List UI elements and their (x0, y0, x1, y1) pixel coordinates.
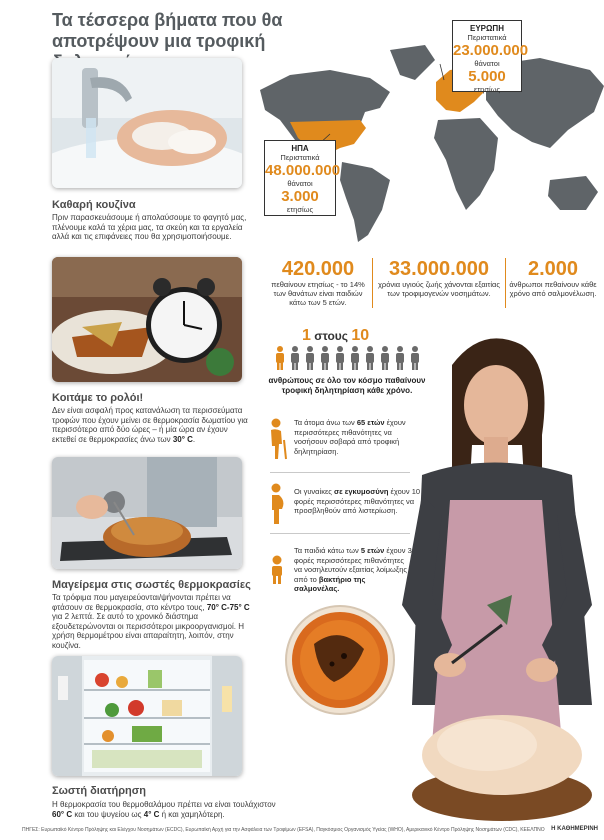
africa-landmass (434, 118, 498, 210)
stat-block (376, 258, 502, 298)
one-in-ten-heading (302, 327, 369, 345)
callout-unit: ετησίως (286, 205, 314, 214)
risk-text: Οι γυναίκες σε εγκυμοσύνη έχουν 10 φορές περισσότερες πιθανότητες να προσβληθούν από λιστερίωση. (294, 487, 421, 515)
person-icon (291, 346, 299, 370)
usa-callout (264, 140, 341, 216)
sources-footer: ΠΗΓΕΣ: Ευρωπαϊκό Κέντρο Πρόληψης και Ελέγχου Νοσημάτων (ECDC), Ευρωπαϊκή Αρχή για την Ασφάλεια των Τροφίμων (EFSA), Παγκόσμιος Οργανισμός Υγείας (WHO), Αμερικανικό Κέντρο Πρόληψης Νοσημάτων (CDC), ΚΕΕΛΠΝΟ (22, 827, 545, 833)
clock-photo (52, 257, 242, 382)
divider (270, 472, 410, 473)
divider (372, 258, 373, 308)
callout-deaths: 5.000 (468, 68, 506, 85)
one-in-ten-text: ανθρώπους σε όλο τον κόσμο παθαίνουν τροφική δηλητηρίαση κάθε χρόνο. (268, 376, 426, 395)
person-icon (396, 346, 404, 370)
stat-block (268, 258, 368, 307)
greenland-landmass (390, 45, 435, 80)
risk-text: Τα παιδιά κάτω των 5 ετών έχουν 3 φορές περισσότερες πιθανότητες να νοσηλευτούν εξαιτίας λοίμωξης από το βακτήριο της σαλμονέλας. (294, 546, 412, 593)
person-icon (381, 346, 389, 370)
divider (505, 258, 506, 308)
step-heading: Κοιτάμε το ρολόι! (52, 392, 144, 404)
one-in-ten-middle: στους (314, 329, 349, 343)
stat-number: 33.000.000 (388, 258, 490, 280)
europe-callout (452, 20, 529, 94)
divider (270, 533, 410, 534)
person-icon (321, 346, 329, 370)
person-icon (306, 346, 314, 370)
page-title: Τα τέσσερα βήματα που θα αποτρέψουν μια τροφική (52, 10, 283, 51)
fridge-photo (52, 656, 242, 776)
step-text: Πριν παρασκευάσουμε ή απολαύσουμε το φαγητό μας, πλένουμε καλά τα χέρια μας, τα σκεύη και τα εργαλεία αλλά και τις επιφάνειες που θα χρησιμοποιήσουμε. (52, 213, 247, 241)
risk-text: Τα άτομα άνω των 65 ετών έχουν περισσότερες πιθανότητες να νοσήσουν σοβαρά από τροφική δηλητηρίαση. (294, 418, 406, 456)
callout-deaths: 3.000 (281, 188, 319, 205)
step-text: Τα τρόφιμα που μαγειρεύονται/ψήνονται πρέπει να φτάσουν σε θερμοκρασία, στο κέντρο τους, 70° C-75° C για 2 λεπτά. Σε αυτό το χρονικό διάστημα εξουδετερώνονται οι περισσότεροι μικροοργανισμοί. Η χρήση θερμομέτρου είναι απαραίτητη, λοιπόν, στην κουζίνα. (52, 593, 250, 650)
stat-number: 2.000 (527, 258, 579, 280)
person-icon (351, 346, 359, 370)
petri-dish-photo (284, 604, 396, 716)
callout-deaths-label: θάνατοι (287, 179, 313, 188)
person-icon (366, 346, 374, 370)
person-icon (411, 346, 419, 370)
step-heading: Σωστή διατήρηση (52, 785, 146, 797)
one-number: 1 (302, 327, 311, 344)
south-america-landmass (340, 162, 390, 242)
handwashing-photo (52, 58, 242, 188)
person-icon (276, 346, 284, 370)
ten-number: 10 (351, 327, 370, 344)
callout-cases-label: Περιστατικά (280, 153, 320, 162)
callout-region: ΗΠΑ (291, 144, 309, 153)
australia-landmass (548, 176, 598, 210)
stat-text: πεθαίνουν ετησίως - το 14% των θανάτων είναι παιδιών κάτω των 5 ετών. (271, 280, 365, 307)
child-icon (266, 555, 288, 585)
stat-block (508, 258, 598, 298)
step-text: Η θερμοκρασία του θερμοθαλάμου πρέπει να είναι τουλάχιστον 60° C και του ψυγείου ως 4° C ή και χαμηλότερη. (52, 800, 276, 819)
elderly-icon (266, 418, 288, 460)
callout-deaths-label: θάνατοι (474, 59, 500, 68)
step-text: Δεν είναι ασφαλή προς κατανάλωση τα περισσεύματα τροφών που έχουν μείνει σε θερμοκρασία δωματίου για περισσότερο από δύο ώρες – ή μία ώρα αν έχουν εκτεθεί σε θερμοκρασίες άνω των 30° C. (52, 406, 248, 444)
person-icon (336, 346, 344, 370)
callout-region: ΕΥΡΩΠΗ (470, 24, 504, 33)
woman-cutting-chicken-photo (392, 325, 604, 825)
stat-number: 420.000 (281, 258, 355, 280)
brand-logo: Η ΚΑΘΗΜΕΡΙΝΗ (551, 826, 598, 832)
stat-text: χρόνια υγιούς ζωής χάνονται εξαιτίας των τροφιμογενών νοσημάτων. (378, 280, 500, 298)
callout-cases: 48.000.000 (265, 162, 341, 179)
callout-cases-label: Περιστατικά (467, 33, 507, 42)
people-pictogram (272, 345, 422, 371)
pregnant-icon (266, 483, 288, 525)
step-heading: Μαγείρεμα στις σωστές θερμοκρασίες (52, 579, 251, 591)
callout-unit: ετησίως (473, 85, 501, 94)
stat-text: άνθρωποι πεθαίνουν κάθε χρόνο από σαλμονέλωση. (509, 280, 597, 298)
roast-chicken-photo (52, 457, 242, 569)
step-heading: Καθαρή κουζίνα (52, 199, 136, 211)
callout-cases: 23.000.000 (453, 42, 529, 59)
